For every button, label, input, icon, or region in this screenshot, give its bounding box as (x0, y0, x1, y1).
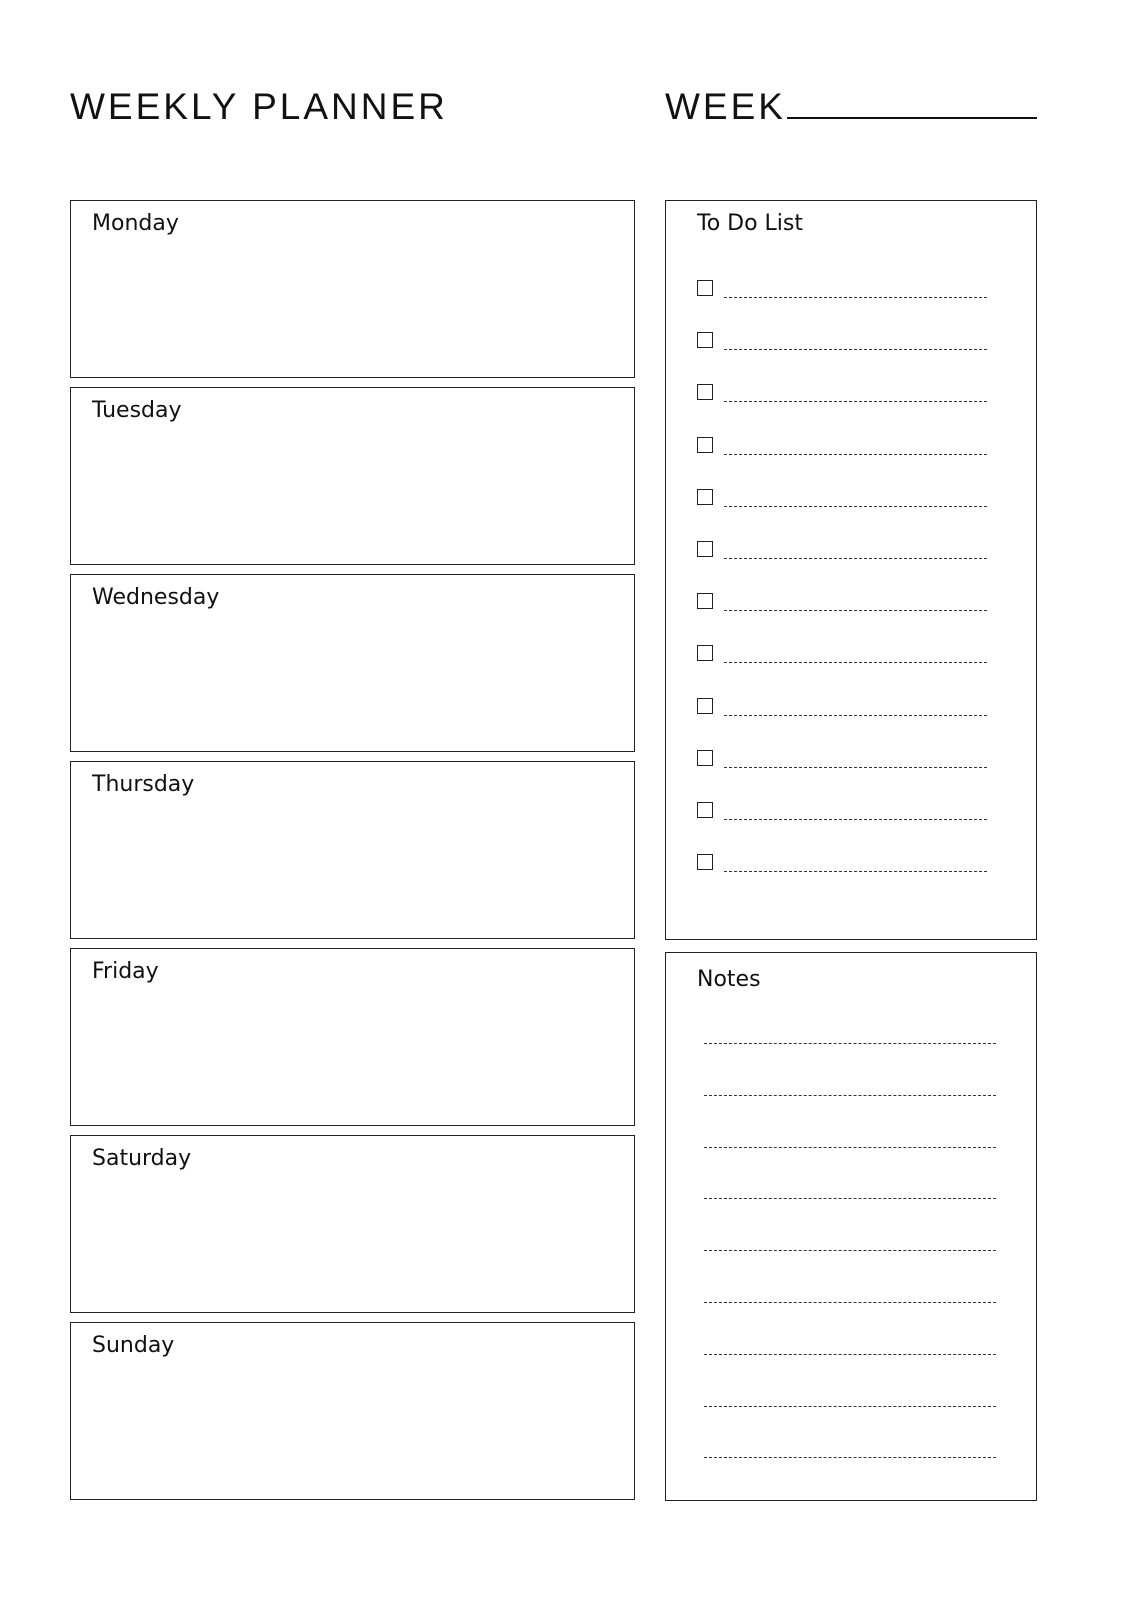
checkbox[interactable] (697, 384, 713, 400)
todo-item (697, 332, 987, 352)
todo-line[interactable] (724, 715, 987, 716)
todo-line[interactable] (724, 819, 987, 820)
todo-line[interactable] (724, 610, 987, 611)
todo-line[interactable] (724, 767, 987, 768)
todo-item (697, 750, 987, 770)
note-line[interactable] (704, 1354, 996, 1355)
todo-item (697, 384, 987, 404)
week-label: WEEK (665, 86, 786, 127)
todo-line[interactable] (724, 662, 987, 663)
todo-item (697, 698, 987, 718)
note-line[interactable] (704, 1095, 996, 1096)
checkbox[interactable] (697, 593, 713, 609)
todo-item (697, 593, 987, 613)
checkbox[interactable] (697, 280, 713, 296)
todo-item (697, 854, 987, 874)
checkbox[interactable] (697, 541, 713, 557)
day-box-wednesday[interactable] (70, 574, 635, 752)
note-line[interactable] (704, 1457, 996, 1458)
todo-item (697, 645, 987, 665)
day-label: Sunday (92, 1333, 175, 1358)
day-box-monday[interactable] (70, 200, 635, 378)
checkbox[interactable] (697, 489, 713, 505)
day-label: Thursday (92, 772, 195, 797)
note-line[interactable] (704, 1043, 996, 1044)
day-label: Wednesday (92, 585, 220, 610)
checkbox[interactable] (697, 698, 713, 714)
page-title: WEEKLY PLANNER (70, 86, 448, 127)
todo-line[interactable] (724, 454, 987, 455)
notes-box (665, 952, 1037, 1501)
todo-item (697, 541, 987, 561)
todo-item (697, 437, 987, 457)
checkbox[interactable] (697, 854, 713, 870)
todo-line[interactable] (724, 871, 987, 872)
checkbox[interactable] (697, 750, 713, 766)
checkbox[interactable] (697, 645, 713, 661)
day-box-tuesday[interactable] (70, 387, 635, 565)
checkbox[interactable] (697, 802, 713, 818)
day-box-saturday[interactable] (70, 1135, 635, 1313)
note-line[interactable] (704, 1302, 996, 1303)
todo-line[interactable] (724, 349, 987, 350)
note-line[interactable] (704, 1406, 996, 1407)
todo-item (697, 489, 987, 509)
day-label: Friday (92, 959, 159, 984)
todo-line[interactable] (724, 401, 987, 402)
week-input-line[interactable] (787, 117, 1037, 119)
todo-line[interactable] (724, 558, 987, 559)
todo-item (697, 280, 987, 300)
day-box-friday[interactable] (70, 948, 635, 1126)
note-line[interactable] (704, 1147, 996, 1148)
day-label: Tuesday (92, 398, 182, 423)
note-line[interactable] (704, 1198, 996, 1199)
todo-item (697, 802, 987, 822)
todo-list-box (665, 200, 1037, 940)
todo-title: To Do List (697, 211, 804, 236)
day-label: Saturday (92, 1146, 192, 1171)
checkbox[interactable] (697, 332, 713, 348)
note-line[interactable] (704, 1250, 996, 1251)
notes-title: Notes (697, 967, 761, 992)
day-box-sunday[interactable] (70, 1322, 635, 1500)
day-box-thursday[interactable] (70, 761, 635, 939)
todo-line[interactable] (724, 506, 987, 507)
checkbox[interactable] (697, 437, 713, 453)
day-label: Monday (92, 211, 179, 236)
todo-line[interactable] (724, 297, 987, 298)
